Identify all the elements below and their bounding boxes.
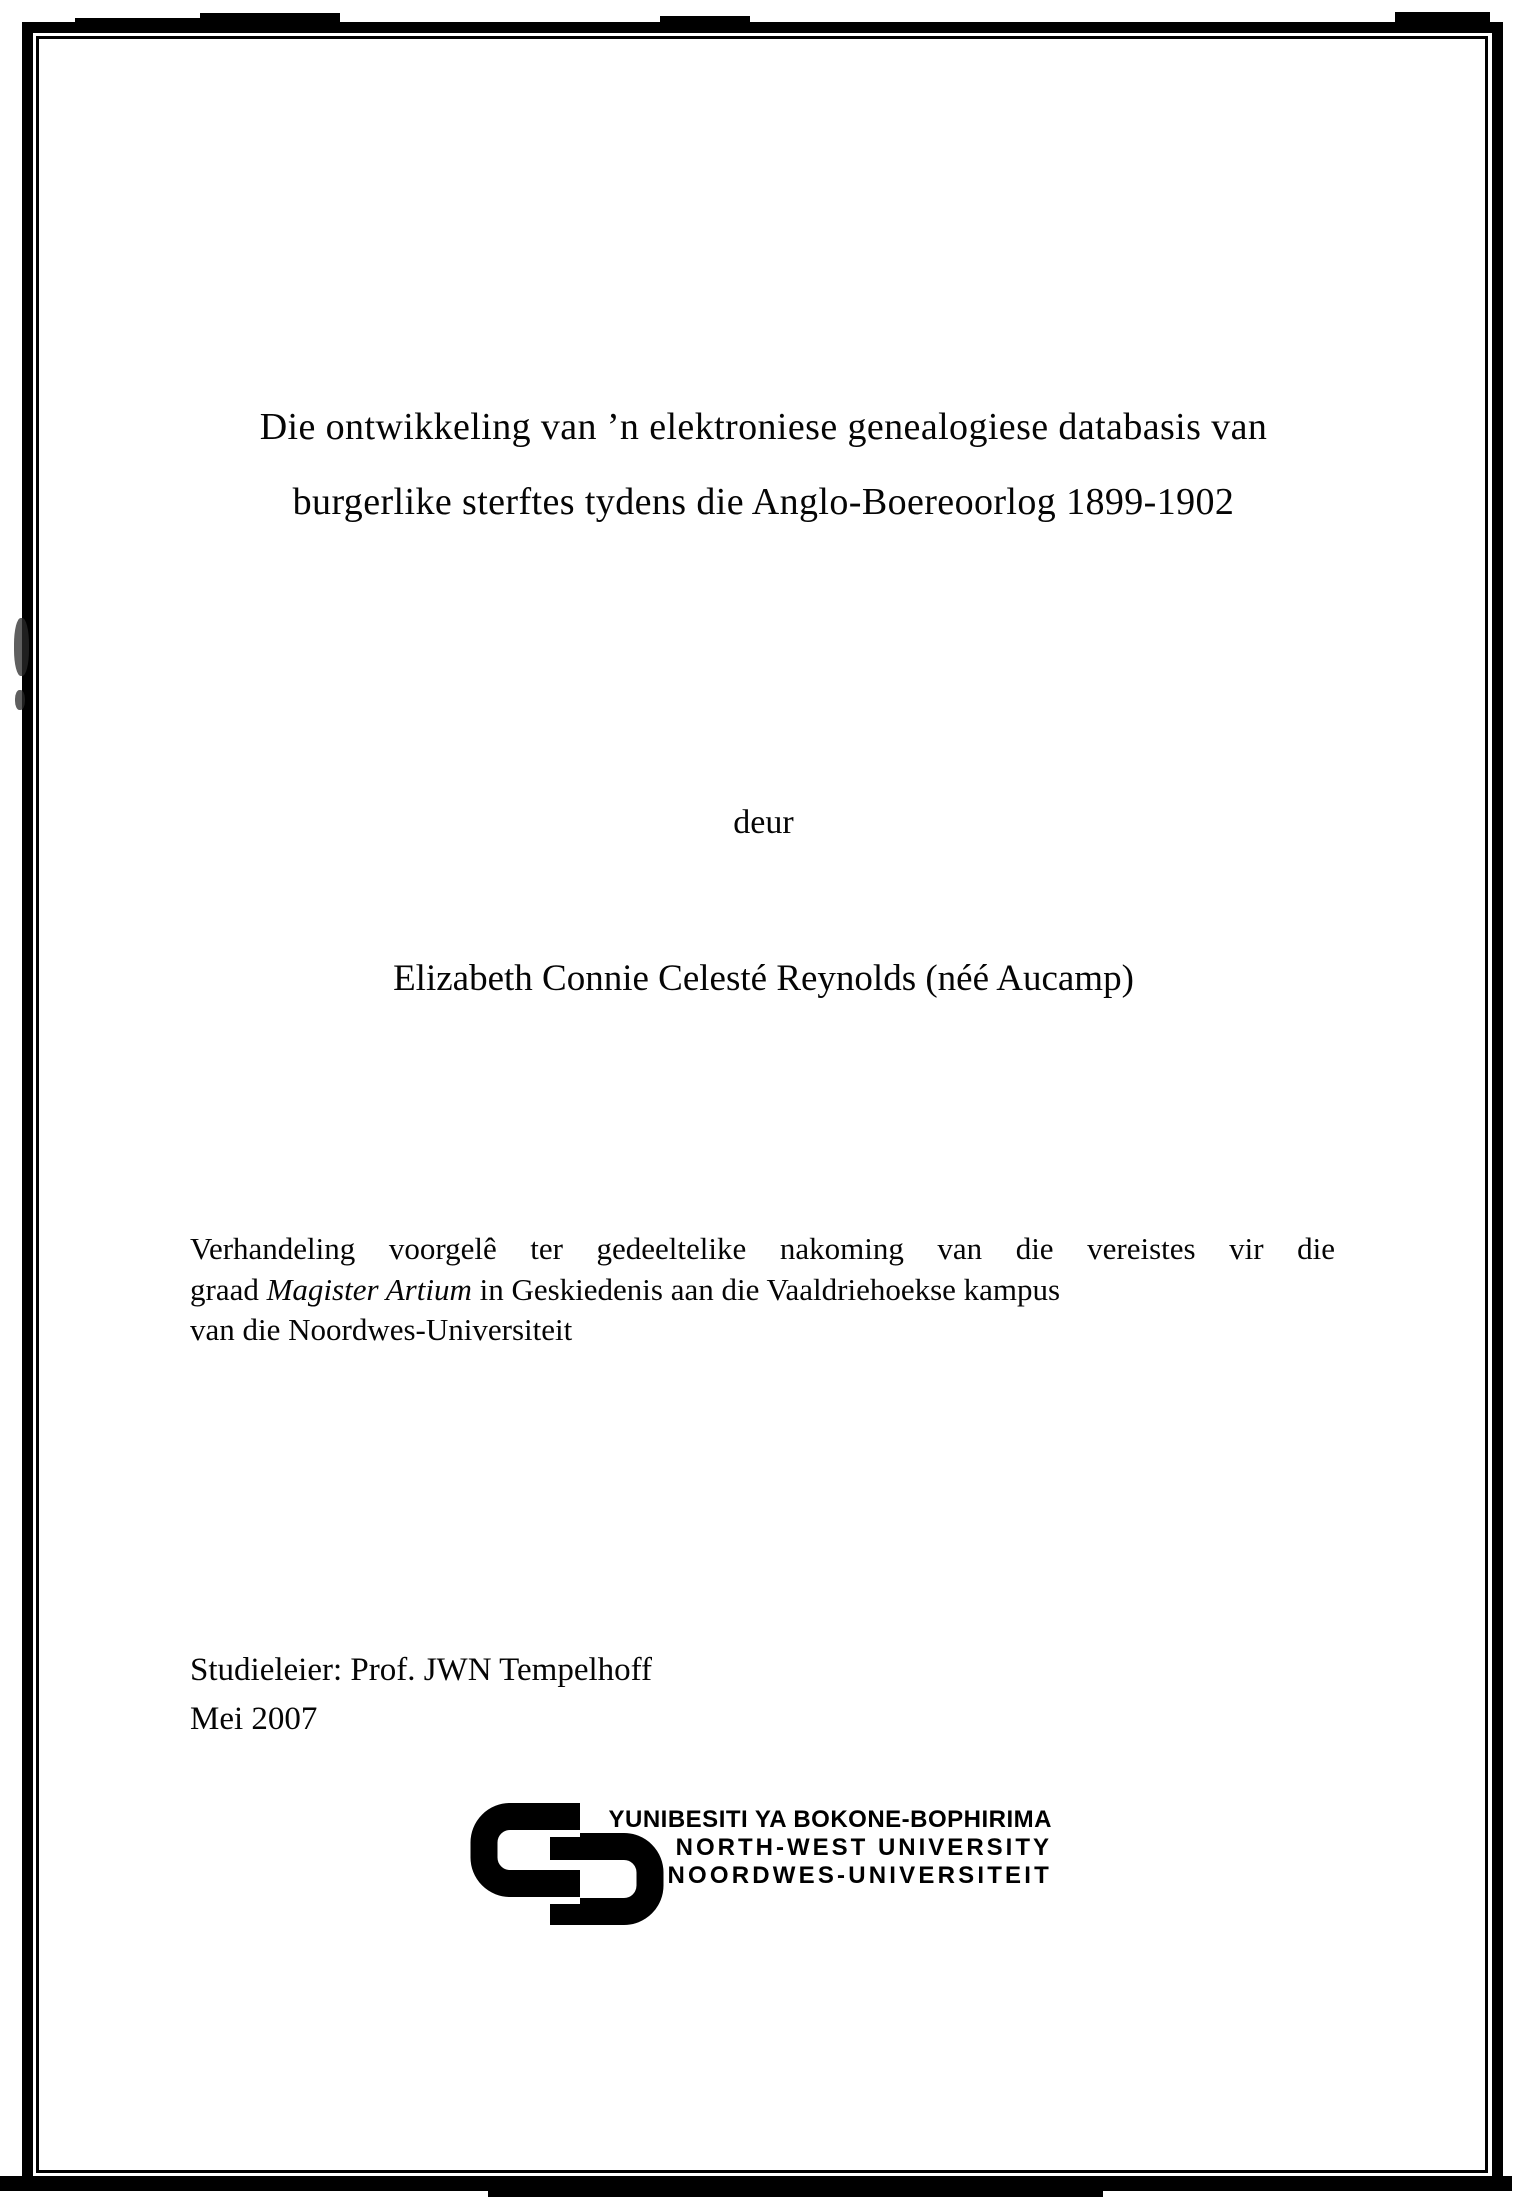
degree-statement-line2-pre: graad bbox=[190, 1271, 267, 1307]
date-line: Mei 2007 bbox=[190, 1701, 318, 1737]
author-name: Elizabeth Connie Celesté Reynolds (néé Aucamp) bbox=[393, 958, 1134, 999]
degree-statement-line1: Verhandeling voorgelê ter gedeeltelike nakoming van die vereistes vir die bbox=[190, 1231, 1335, 1266]
thesis-title-line1: Die ontwikkeling van ’n elektroniese genealogiese databasis van bbox=[259, 406, 1268, 448]
logo-text-setswana: YUNIBESITI YA BOKONE-BOPHIRIMA bbox=[608, 1806, 1052, 1833]
scan-artifact bbox=[1395, 12, 1490, 23]
degree-statement-line2 bbox=[190, 1270, 1335, 1311]
degree-name-italic: Magister Artium bbox=[266, 1271, 472, 1307]
byline-label: deur bbox=[733, 804, 794, 841]
supervisor-line: Studieleier: Prof. JWN Tempelhoff bbox=[190, 1652, 653, 1688]
thesis-title-line2: burgerlike sterftes tydens die Anglo-Boereoorlog 1899-1902 bbox=[292, 481, 1235, 523]
university-logo-text bbox=[560, 1806, 1052, 1890]
scan-artifact bbox=[0, 2176, 1512, 2191]
scan-artifact bbox=[488, 2190, 1103, 2197]
degree-statement bbox=[190, 1229, 1335, 1351]
degree-statement-line2-post: in Geskiedenis aan die Vaaldriehoekse kampus bbox=[471, 1271, 1061, 1307]
logo-text-afrikaans: NOORDWES-UNIVERSITEIT bbox=[667, 1862, 1052, 1889]
scan-artifact bbox=[200, 13, 340, 24]
scan-artifact bbox=[660, 16, 750, 24]
scan-smudge bbox=[14, 618, 29, 676]
scan-artifact bbox=[75, 18, 215, 24]
scan-smudge bbox=[15, 690, 25, 710]
degree-statement-line3: van die Noordwes-Universiteit bbox=[190, 1312, 573, 1347]
logo-text-english: NORTH-WEST UNIVERSITY bbox=[675, 1834, 1052, 1861]
